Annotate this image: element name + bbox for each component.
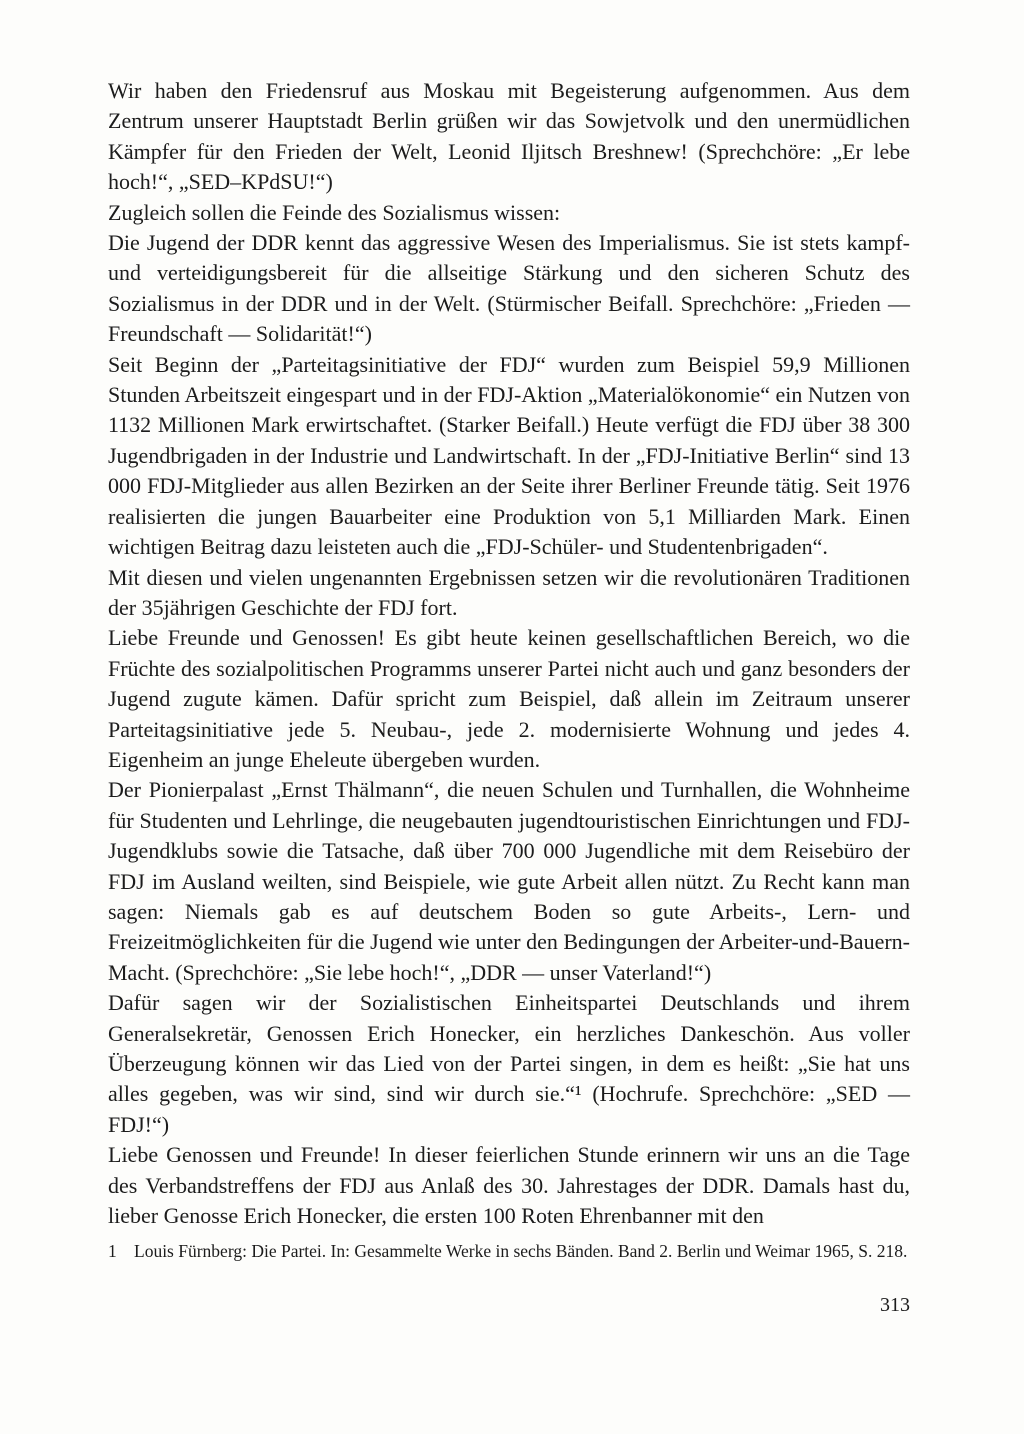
- paragraph: Wir haben den Friedensruf aus Moskau mit Begeisterung aufgenommen. Aus dem Zentrum unserer Hauptstadt Berlin grüßen wir das Sowjetvolk und den unermüdlichen Kämpfer für den Frieden der Welt, Leonid Iljitsch Breshnew! (Sprechchöre: „Er lebe hoch!“, „SED–KPdSU!“): [108, 78, 910, 195]
- paragraph: Der Pionierpalast „Ernst Thälmann“, die neuen Schulen und Turnhallen, die Wohnheime für Studenten und Lehrlinge, die neugebauten jugendtouristischen Einrichtungen und FDJ-Jugendklubs sowie die Tatsache, daß über 700 000 Jugendliche mit dem Reisebüro der FDJ im Ausland weilten, sind Beispiele, wie gute Arbeit allen nützt. Zu Recht kann man sagen: Niemals gab es auf deutschem Boden so gute Arbeits-, Lern- und Freizeitmöglichkeiten für die Jugend wie unter den Bedingungen der Arbeiter-und-Bauern-Macht. (Sprechchöre: „Sie lebe hoch!“, „DDR — unser Vaterland!“): [108, 777, 910, 985]
- body-text: [108, 76, 910, 1231]
- footnote: [108, 1236, 910, 1266]
- paragraph: Mit diesen und vielen ungenannten Ergebnissen setzen wir die revolutionären Traditionen der 35jährigen Geschichte der FDJ fort.: [108, 564, 910, 620]
- page-number: 313: [880, 1294, 910, 1316]
- footnote-number: 1: [108, 1241, 117, 1261]
- footnote-text: Louis Fürnberg: Die Partei. In: Gesammelte Werke in sechs Bänden. Band 2. Berlin und Weimar 1965, S. 218.: [134, 1241, 908, 1261]
- paragraph: Liebe Genossen und Freunde! In dieser feierlichen Stunde erinnern wir uns an die Tage des Verbandstreffens der FDJ aus Anlaß des 30. Jahrestages der DDR. Damals hast du, lieber Genosse Erich Honecker, die ersten 100 Roten Ehrenbanner mit den: [108, 1142, 910, 1229]
- paragraph: Die Jugend der DDR kennt das aggressive Wesen des Imperialismus. Sie ist stets kampf- und verteidigungsbereit für die allseitige Stärkung und den sicheren Schutz des Sozialismus in der DDR und in der Welt. (Stürmischer Beifall. Sprechchöre: „Frieden — Freundschaft — Solidarität!“): [108, 230, 910, 347]
- paragraph: Seit Beginn der „Parteitagsinitiative der FDJ“ wurden zum Beispiel 59,9 Millionen Stunden Arbeitszeit eingespart und in der FDJ-Aktion „Materialökonomie“ ein Nutzen von 1132 Millionen Mark erwirtschaftet. (Starker Beifall.) Heute verfügt die FDJ über 38 300 Jugendbrigaden in der Industrie und Landwirtschaft. In der „FDJ-Initiative Berlin“ sind 13 000 FDJ-Mitglieder aus allen Bezirken an der Seite ihrer Berliner Freunde tätig. Seit 1976 realisierten die jungen Bauarbeiter eine Produktion von 5,1 Milliarden Mark. Einen wichtigen Beitrag dazu leisteten auch die „FDJ-Schüler- und Studentenbrigaden“.: [108, 351, 910, 560]
- paragraph: Liebe Freunde und Genossen! Es gibt heute keinen gesellschaftlichen Bereich, wo die Früchte des sozialpolitischen Programms unserer Partei nicht auch und ganz besonders der Jugend zugute kämen. Dafür spricht zum Beispiel, daß allein im Zeitraum unserer Parteitagsinitiative jede 5. Neubau-, jede 2. modernisierte Wohnung und jedes 4. Eigenheim an junge Eheleute übergeben wurden.: [108, 625, 910, 772]
- paragraph: Dafür sagen wir der Sozialistischen Einheitspartei Deutschlands und ihrem Generalsekretär, Genossen Erich Honecker, ein herzliches Dankeschön. Aus voller Überzeugung können wir das Lied von der Partei singen, in dem es heißt: „Sie hat uns alles gegeben, was wir sind, sind wir durch sie.“¹ (Hochrufe. Sprechchöre: „SED — FDJ!“): [108, 990, 910, 1137]
- paragraph: Zugleich sollen die Feinde des Sozialismus wissen:: [108, 199, 561, 225]
